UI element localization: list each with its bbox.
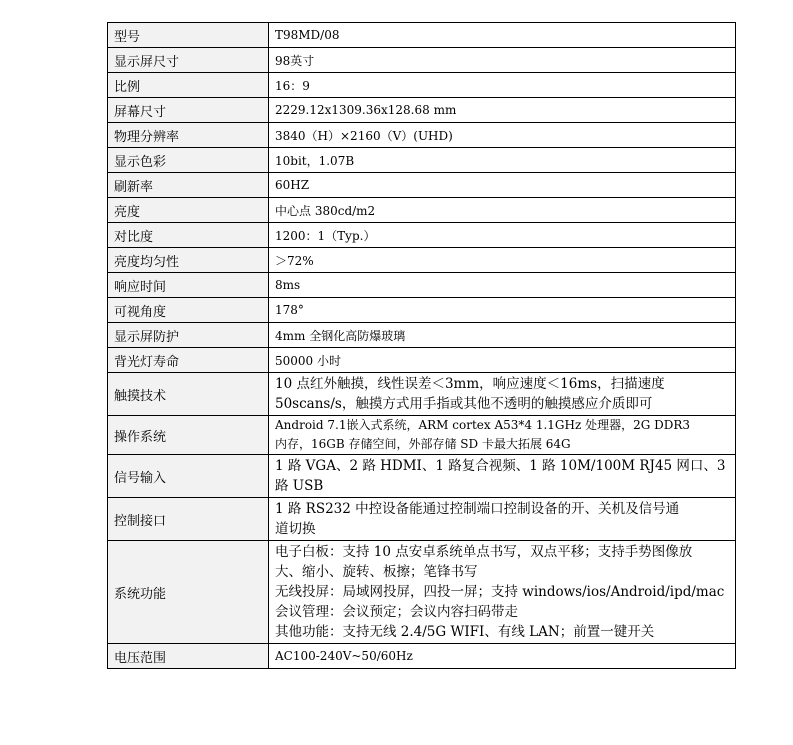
- table-row: [108, 298, 736, 323]
- row-label: 信号输入: [108, 455, 269, 498]
- table-row: [108, 541, 736, 644]
- row-label: 屏幕尺寸: [108, 98, 269, 123]
- row-label: 对比度: [108, 223, 269, 248]
- value-line: 16：9: [275, 78, 310, 93]
- row-value: [269, 498, 736, 541]
- value-line: 178°: [275, 303, 304, 317]
- table-row: [108, 73, 736, 98]
- table-row: [108, 644, 736, 669]
- row-value: [269, 298, 736, 323]
- table-row: [108, 323, 736, 348]
- row-label: 比例: [108, 73, 269, 98]
- value-line: 1 路 RS232 中控设备能通过控制端口控制设备的开、关机及信号通: [275, 501, 680, 517]
- value-line: 其他功能：支持无线 2.4/5G WIFI、有线 LAN；前置一键开关: [275, 624, 655, 640]
- value-line: 路 USB: [275, 478, 324, 494]
- table-row: [108, 198, 736, 223]
- row-value: [269, 348, 736, 373]
- table-row: [108, 348, 736, 373]
- row-value: [269, 223, 736, 248]
- row-label: 物理分辨率: [108, 123, 269, 148]
- row-value: [269, 323, 736, 348]
- table-row: [108, 455, 736, 498]
- value-line: 内存，16GB 存储空间，外部存储 SD 卡最大拓展 64G: [275, 437, 571, 451]
- value-line: Android 7.1嵌入式系统，ARM cortex A53*4 1.1GHz 处理器，2G DDR3: [275, 418, 691, 432]
- table-row: [108, 123, 736, 148]
- row-value: [269, 173, 736, 198]
- row-label: 背光灯寿命: [108, 348, 269, 373]
- row-label: 响应时间: [108, 273, 269, 298]
- table-row: [108, 498, 736, 541]
- table-row: [108, 173, 736, 198]
- row-label: 亮度均匀性: [108, 248, 269, 273]
- value-line: 4mm 全钢化高防爆玻璃: [275, 328, 406, 343]
- row-value: [269, 416, 736, 455]
- value-line: 中心点 380cd/m2: [275, 203, 376, 218]
- row-value: [269, 373, 736, 416]
- row-value: [269, 248, 736, 273]
- row-value: [269, 73, 736, 98]
- value-line: 60HZ: [275, 178, 310, 192]
- row-value: [269, 23, 736, 48]
- row-label: 刷新率: [108, 173, 269, 198]
- value-line: 1 路 VGA、2 路 HDMI、1 路复合视频、1 路 10M/100M RJ45 网口、3: [275, 458, 726, 474]
- row-label: 显示屏尺寸: [108, 48, 269, 73]
- row-label: 控制接口: [108, 498, 269, 541]
- table-row: [108, 373, 736, 416]
- row-value: [269, 48, 736, 73]
- value-line: 会议管理：会议预定；会议内容扫码带走: [275, 604, 518, 620]
- table-row: [108, 148, 736, 173]
- table-row: [108, 248, 736, 273]
- value-line: 1200：1（Typ.）: [275, 228, 376, 243]
- value-line: ＞72%: [275, 253, 314, 268]
- row-label: 系统功能: [108, 541, 269, 644]
- value-line: 98英寸: [275, 53, 315, 68]
- spec-table: [107, 22, 736, 669]
- value-line: 50000 小时: [275, 353, 341, 368]
- row-label: 操作系统: [108, 416, 269, 455]
- row-label: 型号: [108, 23, 269, 48]
- row-value: [269, 644, 736, 669]
- row-label: 显示屏防护: [108, 323, 269, 348]
- table-row: [108, 23, 736, 48]
- value-line: 50scans/s，触摸方式用手指或其他不透明的触摸感应介质即可: [275, 396, 653, 412]
- table-row: [108, 416, 736, 455]
- value-line: 道切换: [275, 521, 316, 537]
- row-label: 可视角度: [108, 298, 269, 323]
- row-label: 亮度: [108, 198, 269, 223]
- value-line: 10bit，1.07B: [275, 153, 355, 168]
- row-value: [269, 541, 736, 644]
- row-value: [269, 98, 736, 123]
- value-line: 8ms: [275, 278, 301, 292]
- row-label: 电压范围: [108, 644, 269, 669]
- value-line: 无线投屏：局域网投屏，四投一屏；支持 windows/ios/Android/ipd/mac: [275, 584, 725, 600]
- row-value: [269, 198, 736, 223]
- value-line: 3840（H）×2160（V）(UHD): [275, 128, 453, 143]
- value-line: 10 点红外触摸，线性误差＜3mm，响应速度＜16ms，扫描速度: [275, 376, 665, 392]
- row-label: 触摸技术: [108, 373, 269, 416]
- row-value: [269, 148, 736, 173]
- row-value: [269, 123, 736, 148]
- value-line: 大、缩小、旋转、板擦；笔锋书写: [275, 564, 478, 580]
- value-line: 电子白板：支持 10 点安卓系统单点书写，双点平移；支持手势图像放: [275, 544, 693, 560]
- value-line: T98MD/08: [275, 28, 340, 42]
- row-value: [269, 455, 736, 498]
- table-row: [108, 273, 736, 298]
- value-line: 2229.12x1309.36x128.68 mm: [275, 103, 457, 117]
- row-value: [269, 273, 736, 298]
- value-line: AC100-240V~50/60Hz: [275, 649, 413, 663]
- table-row: [108, 98, 736, 123]
- table-row: [108, 48, 736, 73]
- row-label: 显示色彩: [108, 148, 269, 173]
- table-row: [108, 223, 736, 248]
